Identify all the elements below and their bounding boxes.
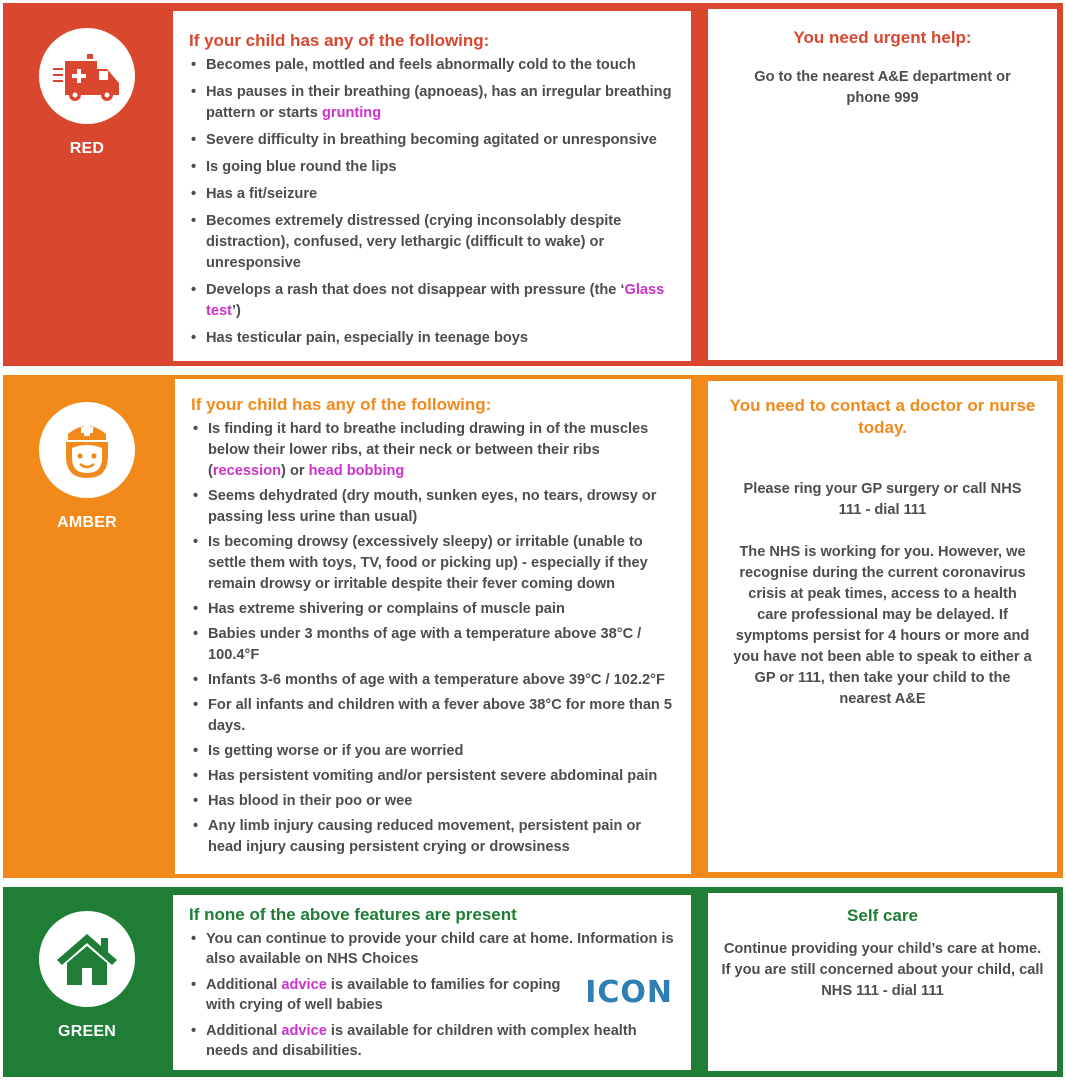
red-action-title: You need urgent help: bbox=[793, 28, 972, 47]
glass-test-link[interactable]: Glass test bbox=[206, 282, 665, 319]
list-item: • Is finding it hard to breathe including drawing in of the muscles below their lower ribs, at their neck or between their ribs (recession) or head bobbing bbox=[191, 419, 679, 482]
red-action-box bbox=[702, 3, 1063, 366]
green-action-box bbox=[702, 887, 1063, 1077]
list-item: • Is going blue round the lips bbox=[189, 157, 677, 178]
amber-action-box bbox=[702, 375, 1063, 878]
red-action-text: Go to the nearest A&E department or phone 999 bbox=[754, 69, 1011, 106]
red-section bbox=[3, 3, 1063, 366]
list-item: • Additional advice is available to families for coping with crying of well babies bbox=[189, 975, 679, 1015]
green-level-label: GREEN bbox=[58, 1023, 116, 1040]
list-item: • Has testicular pain, especially in teenage boys bbox=[189, 328, 677, 349]
amber-heading: If your child has any of the following: bbox=[191, 395, 492, 414]
nurse-icon-circle bbox=[39, 402, 135, 498]
amber-action-title: You need to contact a doctor or nurse today. bbox=[729, 396, 1036, 437]
list-item: • Has pauses in their breathing (apnoeas), has an irregular breathing pattern or starts grunting bbox=[189, 82, 677, 124]
list-item: • Is becoming drowsy (excessively sleepy) or irritable (unable to settle them with toys, TV, food or picking up) - especially if they remain drowsy or irritable despite their fever coming down bbox=[191, 532, 679, 595]
list-item: • For all infants and children with a fever above 38°C for more than 5 days. bbox=[191, 695, 679, 737]
list-item: • Is getting worse or if you are worried bbox=[191, 741, 679, 762]
list-item: • Develops a rash that does not disappear with pressure (the ‘Glass test’) bbox=[189, 280, 677, 322]
list-item: • Infants 3-6 months of age with a temperature above 39°C / 102.2°F bbox=[191, 670, 679, 691]
amber-symptoms-panel bbox=[175, 379, 691, 874]
green-advice-panel bbox=[173, 895, 691, 1070]
advice-link-crying[interactable]: advice bbox=[281, 977, 327, 993]
list-item: • Any limb injury causing reduced movement, persistent pain or head injury causing persistent crying or drowsiness bbox=[191, 816, 679, 858]
list-item: • Additional advice is available for children with complex health needs and disabilities. bbox=[189, 1021, 679, 1061]
icon-logo: ICON bbox=[585, 975, 673, 1010]
red-symptoms-panel bbox=[173, 11, 691, 361]
amber-action-text-2: The NHS is working for you. However, we recognise during the current coronavirus crisis at peak times, access to a health care professional may be delayed. If symptoms persist for 4 hours or more and you have not been able to speak to either a GP or 111, then take your child to the nearest A&E bbox=[733, 544, 1032, 707]
advice-link-complex-needs[interactable]: advice bbox=[281, 1023, 327, 1039]
list-item: • Has a fit/seizure bbox=[189, 184, 677, 205]
nurse-icon bbox=[56, 416, 118, 484]
amber-sidebar bbox=[3, 375, 171, 878]
amber-symptom-list bbox=[191, 419, 679, 858]
green-action-text: Continue providing your child’s care at home. If you are still concerned about your child, call NHS 111 - dial 111 bbox=[721, 941, 1044, 999]
list-item: • You can continue to provide your child care at home. Information is also available on NHS Choices bbox=[189, 929, 679, 969]
list-item: • Seems dehydrated (dry mouth, sunken eyes, no tears, drowsy or passing less urine than usual) bbox=[191, 486, 679, 528]
list-item: • Babies under 3 months of age with a temperature above 38°C / 100.4°F bbox=[191, 624, 679, 666]
ambulance-icon-circle bbox=[39, 28, 135, 124]
red-heading: If your child has any of the following: bbox=[189, 31, 490, 50]
amber-action-text-1: Please ring your GP surgery or call NHS 111 - dial 111 bbox=[743, 481, 1022, 518]
grunting-link[interactable]: grunting bbox=[321, 105, 382, 121]
amber-level-label: AMBER bbox=[57, 514, 117, 531]
list-item: • Becomes pale, mottled and feels abnormally cold to the touch bbox=[189, 55, 677, 76]
red-symptom-list bbox=[189, 55, 677, 349]
list-item: • Becomes extremely distressed (crying inconsolably despite distraction), confused, very lethargic (difficult to wake) or unresponsive bbox=[189, 211, 677, 274]
head-bobbing-link[interactable]: head bobbing bbox=[308, 463, 405, 479]
green-heading: If none of the above features are present bbox=[189, 905, 517, 924]
green-sidebar bbox=[3, 887, 171, 1077]
green-action-title: Self care bbox=[847, 906, 918, 925]
house-icon-circle bbox=[39, 911, 135, 1007]
red-sidebar bbox=[3, 3, 171, 366]
ambulance-icon bbox=[51, 51, 123, 101]
list-item: • Has extreme shivering or complains of muscle pain bbox=[191, 599, 679, 620]
red-level-label: RED bbox=[69, 140, 105, 157]
recession-link[interactable]: recession bbox=[212, 463, 282, 479]
list-item: • Has persistent vomiting and/or persistent severe abdominal pain bbox=[191, 766, 679, 787]
list-item: • Severe difficulty in breathing becoming agitated or unresponsive bbox=[189, 130, 677, 151]
green-section bbox=[3, 887, 1063, 1077]
list-item: • Has blood in their poo or wee bbox=[191, 791, 679, 812]
house-icon bbox=[55, 930, 119, 988]
amber-section bbox=[3, 375, 1063, 878]
